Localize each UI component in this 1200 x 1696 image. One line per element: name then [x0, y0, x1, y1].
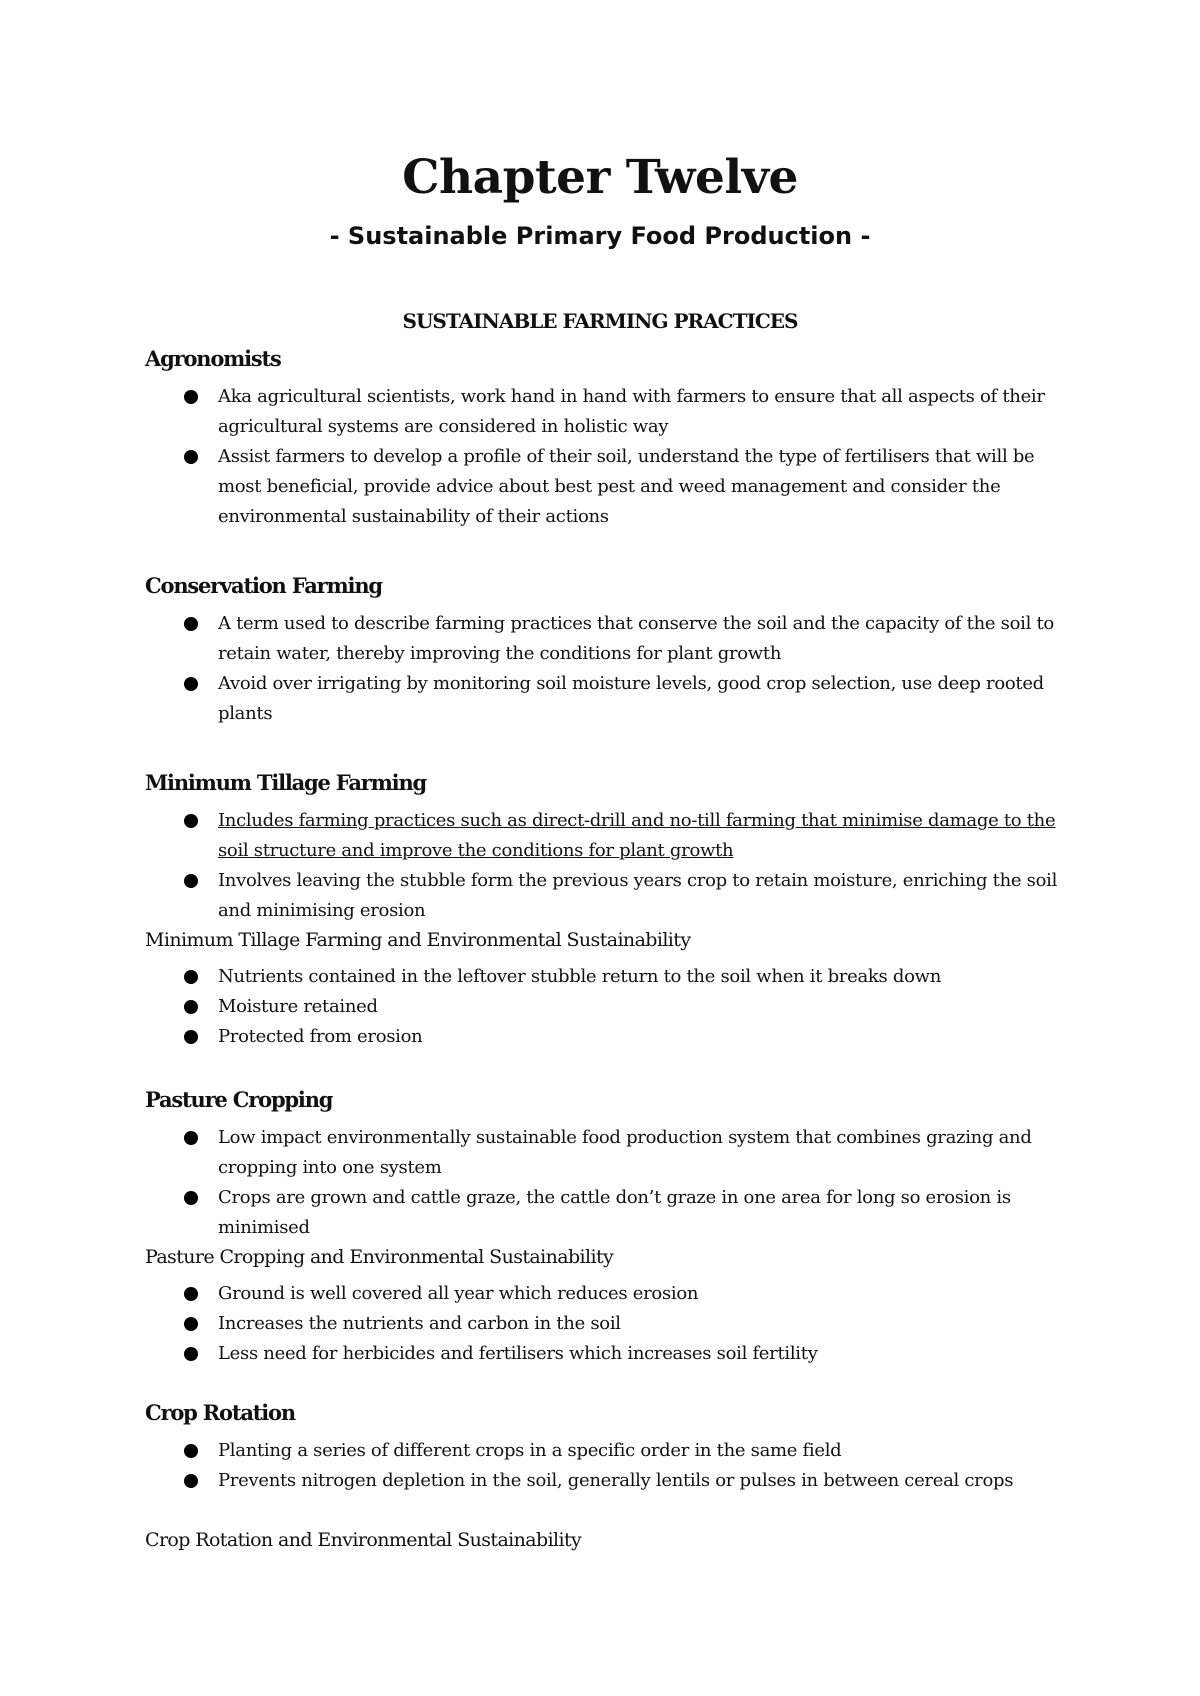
bullet-item: Moisture retained [218, 992, 1063, 1022]
bullet-item: Prevents nitrogen depletion in the soil, generally lentils or pulses in between cereal crops [218, 1466, 1063, 1496]
subheading-rotation-sustainability: Crop Rotation and Environmental Sustainability [145, 1529, 582, 1551]
bullet-item: Low impact environmentally sustainable food production system that combines grazing and cropping into one system [218, 1123, 1063, 1183]
bullet-item: Ground is well covered all year which reduces erosion [218, 1279, 1063, 1309]
bullet-item: Crops are grown and cattle graze, the cattle don’t graze in one area for long so erosion is minimised [218, 1183, 1063, 1243]
page-title: Chapter Twelve [402, 150, 798, 205]
heading-crop-rotation: Crop Rotation [145, 1400, 295, 1425]
heading-agronomists: Agronomists [145, 346, 281, 371]
bullet-item: Aka agricultural scientists, work hand in hand with farmers to ensure that all aspects of their agricultural systems are considered in holistic way [218, 382, 1063, 442]
bullet-item: Increases the nutrients and carbon in the soil [218, 1309, 1063, 1339]
bullet-item: Nutrients contained in the leftover stubble return to the soil when it breaks down [218, 962, 1063, 992]
subheading-pasture-sustainability: Pasture Cropping and Environmental Sustainability [145, 1246, 614, 1268]
bullet-item: Assist farmers to develop a profile of their soil, understand the type of fertilisers that will be most beneficial, provide advice about best pest and weed management and consider the environmental sustainability of their actions [218, 442, 1063, 532]
bullet-item: Protected from erosion [218, 1022, 1063, 1052]
subheading-tillage-sustainability: Minimum Tillage Farming and Environmental Sustainability [145, 929, 691, 951]
bullet-item: A term used to describe farming practices that conserve the soil and the capacity of the soil to retain water, thereby improving the conditions for plant growth [218, 609, 1063, 669]
bullet-item: Involves leaving the stubble form the previous years crop to retain moisture, enriching the soil and minimising erosion [218, 866, 1063, 926]
bullet-item: Planting a series of different crops in a specific order in the same field [218, 1436, 1063, 1466]
bullet-item: Avoid over irrigating by monitoring soil moisture levels, good crop selection, use deep rooted plants [218, 669, 1063, 729]
section-title: SUSTAINABLE FARMING PRACTICES [402, 309, 798, 333]
bullet-item: Less need for herbicides and fertilisers which increases soil fertility [218, 1339, 1063, 1369]
bullet-item: Includes farming practices such as direct-drill and no-till farming that minimise damage to the soil structure and improve the conditions for plant growth [218, 806, 1063, 866]
heading-pasture-cropping: Pasture Cropping [145, 1087, 333, 1112]
page-subtitle: - Sustainable Primary Food Production - [329, 222, 871, 250]
heading-minimum-tillage: Minimum Tillage Farming [145, 770, 426, 795]
heading-conservation-farming: Conservation Farming [145, 573, 382, 598]
